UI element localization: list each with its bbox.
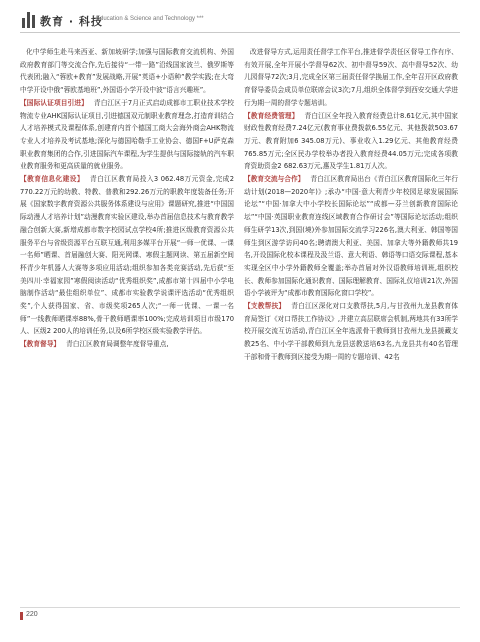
page-number: 220: [26, 611, 38, 618]
section-tag: 【教育督导】: [20, 340, 61, 349]
section-tag: 【教育交流与合作】: [244, 175, 305, 184]
page-header: [0, 0, 480, 40]
paragraph-education-supervision: 【教育督导】 青白江区教育局调整年度督导重点,: [20, 340, 169, 349]
paragraph: 化中学师生赴马来西亚、新加坡研学;加强与国际教育交流机构、外国政府教育部门等交流合作,先后接待“一带一路”沿线国家波兰、俄罗斯等代表团;融入“蓉欧+教育”发展战略,开展“英语+小语种”教学实践;在大弯中学开设中俄“蓉欧基地班”,外国语小学开设中波“语言兴趣班”。: [20, 48, 234, 95]
paragraph-education-informatization: 【教育信息化建设】 青白江区教育局投入3 062.48万元资金,完成2 770.22万元的幼教、特教、普教和292.26万元的职教年度装备任务;开展《国家数字教育资源公共服务体系建设与应用》课题研究,推进“中国国际动漫人才培养计划”动漫教育实验区建设,举办首届信息技术与教育教学融合创新大赛,新增成都市数字校园试点学校4所;推进区级教育资源公共服务平台与省级资源平台互联互通,利用多媒平台开展“一师一优课、一课一名师”晒课、首届融创大赛、阳光网课、寒假主题网读、第五届新空间杯青少年机器人大赛等多项应用活动;组织参加各类竞赛活动,先后获“至美四川·幸福家园”寒假阅读活动“优秀组织奖”,成都市第十四届中小学电脑制作活动“最佳组织单位”、成都市实验教学说课评选活动“优秀组织奖”,个人获得国家、省、市级奖项265人次;“一师一优课、一课一名师”一线教师晒课率88%,骨干教师晒课率100%;完成培训项目市级170人、区级2 200人的培训任务,以及6所学校区级实验教学评估。: [20, 175, 234, 336]
paragraph-international-certification: 【国际认证项目引进】 青白江区于7月正式启动成都市工职业技术学校物流专业AHK国际认证项目,引进德国双元制职业教育理念,打造育训结合人才培养模式及课程体系,创建育内首个德国工商大会海外商会AHK物流专业人才培养及考试基地;深化与德国哈勒手工业协会、德国F+U萨克森职业教育集团的合作,引进国际汽车课程,为学生提供与国际接轨的汽车职业教育服务和更高质量的就业服务。: [20, 98, 234, 171]
footer-divider: [20, 607, 460, 608]
page-mark: [20, 612, 23, 620]
section-tag: 【教育信息化建设】: [20, 175, 84, 184]
header-divider: [20, 32, 460, 33]
paragraph-teaching-support: 【支教帮扶】 青白江区深化对口支教帮扶,5月,与甘孜州九龙县教育体育局签订《对口帮扶工作协议》,并建立高层联席会机制,两地共有33所学校开展交流互访活动,青白江区全年选派骨干教师到甘孜州九龙县援藏支教25名、中小学干部教师到九龙县送教送培63名,九龙县共有40名管理干部和骨干教师到区接受为期一周的专题培训、42名: [244, 302, 458, 361]
paragraph: 改进督导方式,运用责任督学工作平台,推进督学责任区督导工作有序、有效开展,全年开展小学督导62次、初中督导59次、高中督导52次、幼儿园督导72次;3月,完成全区第三届责任督学换届工作,全年召开区政府教育督导委员会成员单位联席会议3次;7月,组织全体督学到西安交通大学进行为期一周的督学专题培训。: [244, 48, 458, 107]
right-column: [244, 46, 458, 364]
section-logo-icon: [22, 12, 36, 28]
section-title: 教育 · 科技: [40, 15, 103, 28]
paragraph-education-funding: 【教育经费管理】 青白江区全年投入教育经费总计8.61亿元,其中国家财政性教育经费7.24亿元(教育事业费拨款6.55亿元、其他拨款503.67万元、教育附加6 345.08万元)、事业收入1.29亿元、其他教育经费765.85万元;全区民办学校举办者投入教育经费44.05万元;完成各项教育资助资金2 682.63万元,惠及学生1.81万人次。: [244, 111, 458, 171]
section-tag: 【国际认证项目引进】: [20, 98, 88, 107]
section-tag: 【支教帮扶】: [244, 302, 286, 311]
section-tag: 【教育经费管理】: [244, 111, 299, 120]
left-column: [20, 46, 234, 351]
section-subtitle: Education & Science and Technology ***: [96, 16, 204, 22]
paragraph-exchange-cooperation: 【教育交流与合作】 青白江区教育局出台《青白江区教育国际化三年行动计划(2018—2020年)》;承办“中国·意大利青少年校园足球发展国际论坛”“中国·加拿大中小学校长国际论坛”“成都—芬兰创新教育国际论坛”“中国·英国职业教育连线区域教育合作研讨会”等国际论坛活动;组织师生研学13次,到国(境)外参加国际交流学习226名,澳大利亚、韩国等国师生到区游学访问40名;聘请澳大利亚、美国、加拿大等外籍教师共19名,开设国际化校本课程及汲兰语、意大利语、韩语等口语交际课程,基本实现全区中小学外籍教师全覆盖;举办首届对外汉语教师培训班,组织校长、教师参加国际化通识教育、国际理解教育、国际礼仪培训21次,外国语小学被评为“成都市教育国际化窗口学校”。: [244, 175, 459, 298]
